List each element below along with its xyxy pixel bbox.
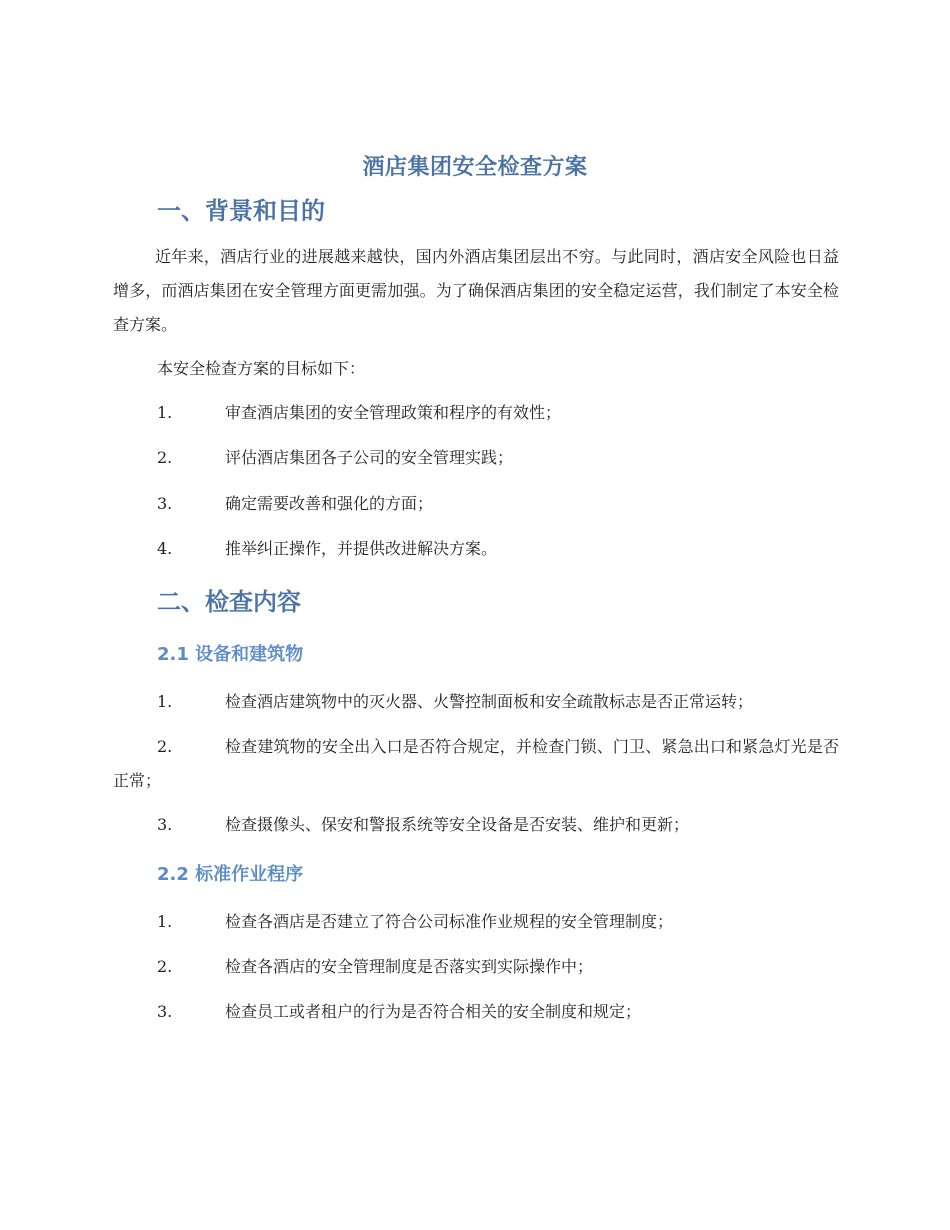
- list-item-number: 4.: [157, 539, 173, 558]
- list-item-text: 确定需要改善和强化的方面；: [225, 494, 434, 513]
- list-item-text: 评估酒店集团各子公司的安全管理实践；: [225, 448, 514, 467]
- list-item: [113, 995, 839, 1029]
- list-item-number: 2.: [157, 448, 173, 467]
- list-item-text: 检查摄像头、保安和警报系统等安全设备是否安装、维护和更新；: [225, 815, 690, 834]
- list-item-number: 3.: [157, 815, 173, 834]
- list-item-text: 检查各酒店的安全管理制度是否落实到实际操作中；: [225, 957, 594, 976]
- list-item-number: 2.: [157, 957, 173, 976]
- list-item-number: 3.: [157, 494, 173, 513]
- list-item-text: 检查建筑物的安全出入口是否符合规定，并检查门锁、门卫、紧急出口和紧急灯光是否正常；: [113, 737, 839, 790]
- list-item-text: 检查员工或者租户的行为是否符合相关的安全制度和规定；: [225, 1002, 642, 1021]
- list-item: [113, 441, 839, 475]
- list-item: [113, 730, 839, 798]
- list-item-text: 审查酒店集团的安全管理政策和程序的有效性；: [225, 403, 562, 422]
- list-item-number: 1.: [157, 403, 173, 422]
- intro-paragraph: 近年来，酒店行业的进展越来越快，国内外酒店集团层出不穷。与此同时，酒店安全风险也日益增多，而酒店集团在安全管理方面更需加强。为了确保酒店集团的安全稳定运营，我们制定了本安全检查方案。: [113, 247, 839, 334]
- list-item-text: 推举纠正操作，并提供改进解决方案。: [225, 539, 498, 558]
- section-heading-content: 二、检查内容: [157, 588, 301, 616]
- section-heading-background: 一、背景和目的: [157, 197, 325, 225]
- list-item: [113, 905, 839, 939]
- list-item-number: 1.: [157, 692, 173, 711]
- list-item-number: 2.: [157, 737, 173, 756]
- subsection-heading-procedures: 2.2 标准作业程序: [157, 864, 304, 885]
- list-item-number: 1.: [157, 912, 173, 931]
- list-item: [113, 808, 839, 842]
- list-item-text: 检查酒店建筑物中的灭火器、火警控制面板和安全疏散标志是否正常运转；: [225, 692, 754, 711]
- document-title: 酒店集团安全检查方案: [362, 155, 588, 180]
- list-item: [113, 685, 839, 719]
- list-item: [113, 950, 839, 984]
- goal-intro-text: 本安全检查方案的目标如下：: [157, 359, 366, 378]
- list-item-text: 检查各酒店是否建立了符合公司标准作业规程的安全管理制度；: [225, 912, 674, 931]
- list-item-number: 3.: [157, 1002, 173, 1021]
- subsection-heading-equipment: 2.1 设备和建筑物: [157, 644, 304, 665]
- list-item: [113, 396, 839, 430]
- list-item: [113, 532, 839, 566]
- list-item: [113, 487, 839, 521]
